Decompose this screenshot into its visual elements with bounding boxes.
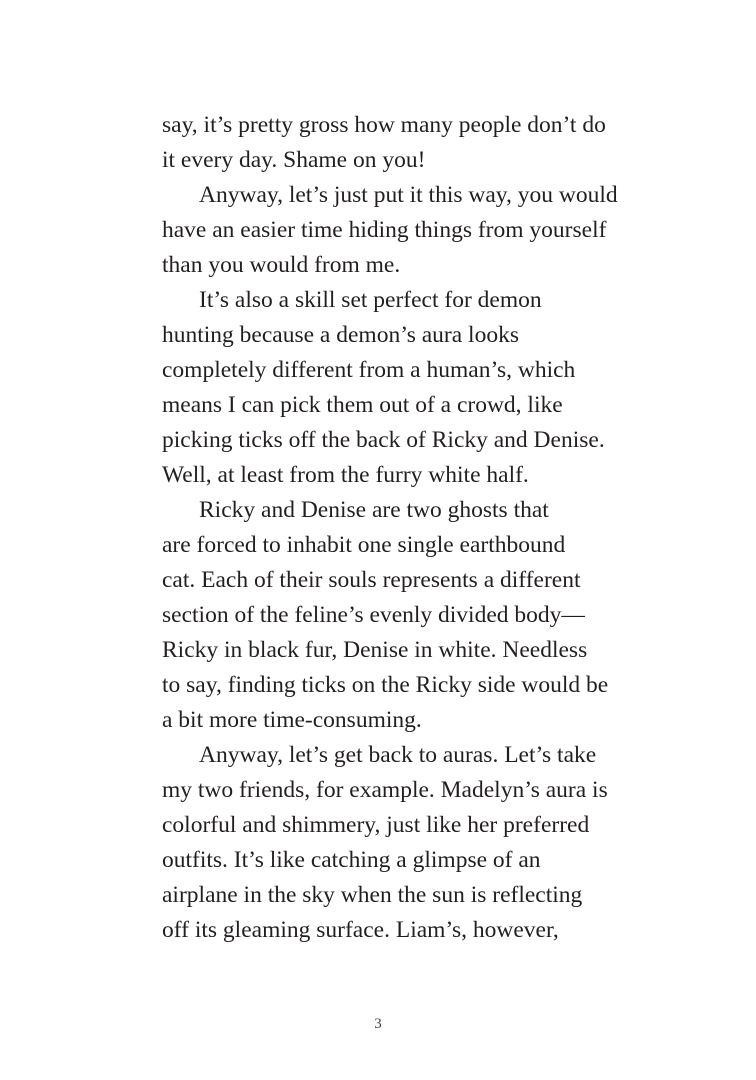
text-line: have an easier time hiding things from yourself [162,217,607,243]
text-line: my two friends, for example. Madelyn’s aura is [162,777,608,803]
text-line: section of the feline’s evenly divided body— [162,602,585,628]
text-line: colorful and shimmery, just like her preferred [162,812,590,838]
text-line: Well, at least from the furry white half. [162,462,529,488]
paragraph-start-line: Anyway, let’s get back to auras. Let’s take [199,742,597,768]
text-line: completely different from a human’s, which [162,357,576,383]
text-line: hunting because a demon’s aura looks [162,322,519,348]
text-line: means I can pick them out of a crowd, like [162,392,563,418]
body-text [162,108,652,948]
text-line: than you would from me. [162,252,401,278]
text-line: are forced to inhabit one single earthbound [162,532,566,558]
text-line: off its gleaming surface. Liam’s, however, [162,917,559,943]
text-line: cat. Each of their souls represents a different [162,567,581,593]
text-line: picking ticks off the back of Ricky and Denise. [162,427,605,453]
text-line: to say, finding ticks on the Ricky side would be [162,672,609,698]
text-line: it every day. Shame on you! [162,147,426,173]
paragraph-start-line: Ricky and Denise are two ghosts that [199,497,549,523]
text-line: say, it’s pretty gross how many people don’t do [162,112,606,138]
text-line: airplane in the sky when the sun is reflecting [162,882,583,908]
text-line: outfits. It’s like catching a glimpse of an [162,847,541,873]
paragraph-start-line: Anyway, let’s just put it this way, you would [199,182,618,208]
text-line: Ricky in black fur, Denise in white. Needless [162,637,588,663]
text-line: a bit more time-consuming. [162,707,422,733]
paragraph-start-line: It’s also a skill set perfect for demon [199,287,542,313]
page-number: 3 [374,1016,382,1032]
